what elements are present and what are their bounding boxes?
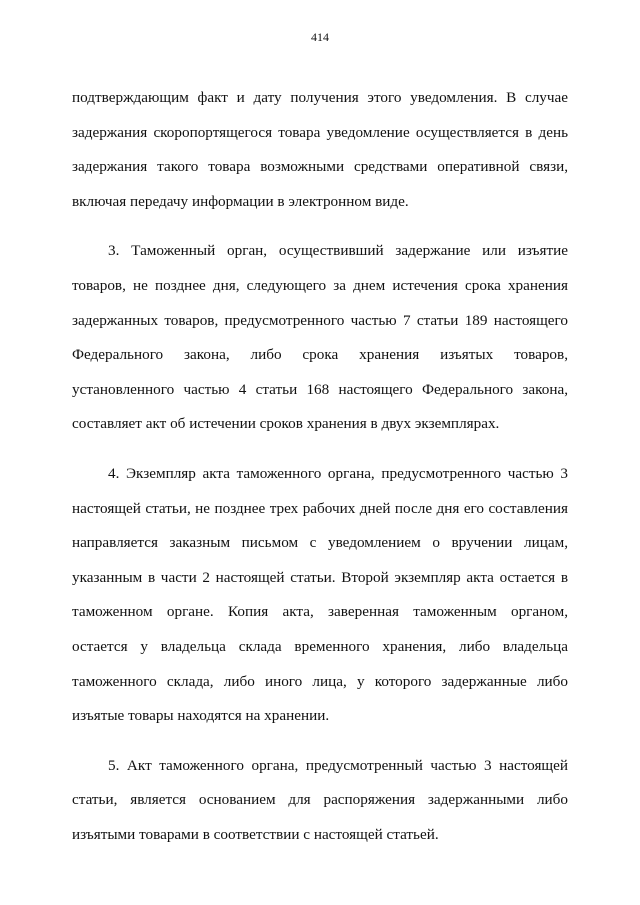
text-line: таможенного склада, либо иного лица, у которого задержанные либо <box>72 672 568 690</box>
text-line: подтверждающим факт и дату получения этого уведомления. В случае <box>72 89 568 106</box>
text-line: 4. Экземпляр акта таможенного органа, предусмотренного частью 3 <box>108 464 568 482</box>
text-line: задержанных товаров, предусмотренного частью 7 статьи 189 настоящего <box>72 311 568 329</box>
text-line: установленного частью 4 статьи 168 настоящего Федерального закона, <box>72 380 568 398</box>
document-body <box>72 81 568 852</box>
text-line: 3. Таможенный орган, осуществивший задержание или изъятие <box>108 242 568 260</box>
text-line: Федерального закона, либо срока хранения изъятых товаров, <box>72 346 568 364</box>
text-line: остается у владельца склада временного хранения, либо владельца <box>72 637 568 655</box>
text-line: задержания скоропортящегося товара уведомление осуществляется в день <box>72 123 568 141</box>
paragraph-item-5 <box>72 749 568 853</box>
text-line: 5. Акт таможенного органа, предусмотренный частью 3 настоящей <box>108 756 568 774</box>
paragraph-item-3 <box>72 234 568 442</box>
text-line: статьи, является основанием для распоряжения задержанными либо <box>72 791 568 809</box>
paragraph-item-4 <box>72 457 568 734</box>
paragraph-1 <box>72 81 568 219</box>
text-line: товаров, не позднее дня, следующего за днем истечения срока хранения <box>72 276 568 294</box>
text-line: настоящей статьи, не позднее трех рабочих дней после дня его составления <box>72 499 568 517</box>
text-line: таможенном органе. Копия акта, заверенная таможенным органом, <box>72 603 568 621</box>
text-line: включая передачу информации в электронном виде. <box>72 192 409 210</box>
text-line: изъятые товары находятся на хранении. <box>72 707 330 725</box>
page-number: 414 <box>311 30 329 44</box>
text-line: указанным в части 2 настоящей статьи. Второй экземпляр акта остается в <box>72 568 568 586</box>
text-line: изъятыми товарами в соответствии с настоящей статьей. <box>72 825 439 843</box>
text-line: направляется заказным письмом с уведомлением о вручении лицам, <box>72 534 568 552</box>
text-line: задержания такого товара возможными средствами оперативной связи, <box>72 158 568 176</box>
text-line: составляет акт об истечении сроков хранения в двух экземплярах. <box>72 415 500 433</box>
